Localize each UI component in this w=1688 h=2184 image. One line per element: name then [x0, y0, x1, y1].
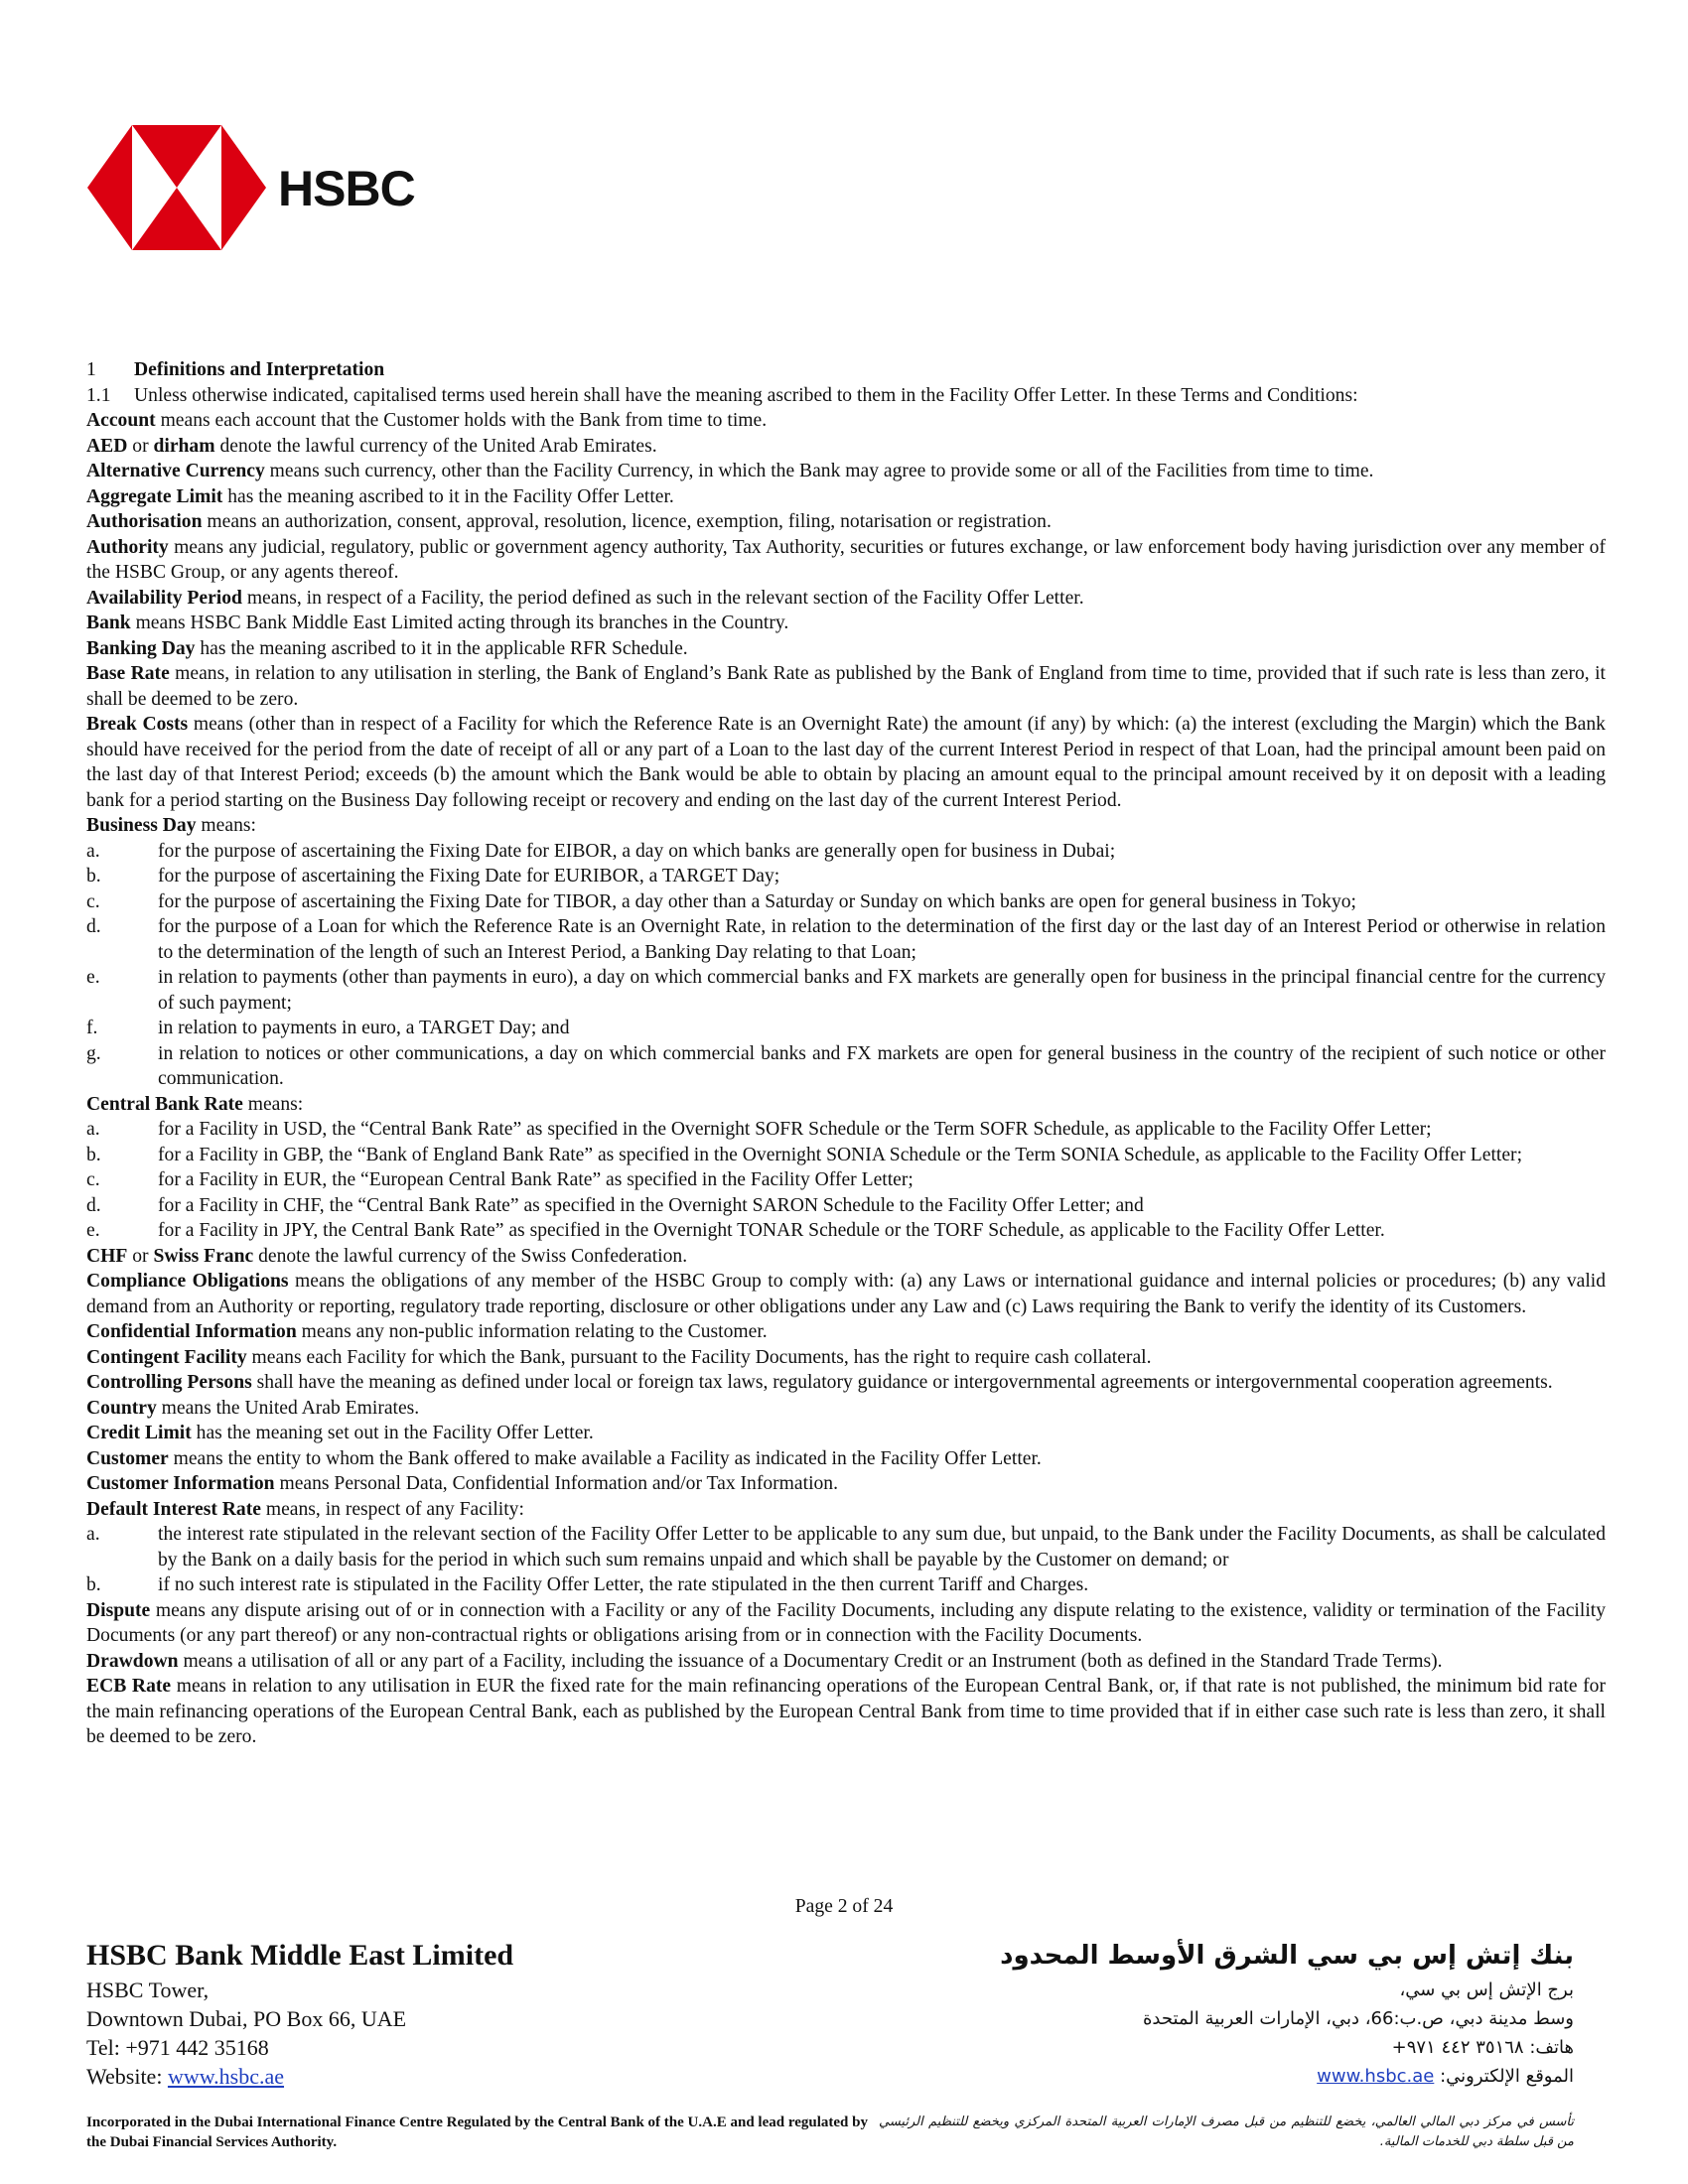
definition-text: denote the lawful currency of the United Arab Emirates. [214, 435, 657, 457]
definition-text: means any dispute arising out of or in connection with a Facility or any of the Facility Documents, including any dispute relating to the existence, validity or termination of the Facility Documents (or any part thereof) or any non-contractual rights or obligations arising from or in connection with the Facility Documents. [86, 1599, 1606, 1646]
definition-text: means, in respect of a Facility, the period defined as such in the relevant section of the Facility Offer Letter. [241, 587, 1084, 609]
definition-entry [86, 459, 1606, 484]
definition-entry [86, 1497, 1606, 1523]
website-label-ar: الموقع الإلكتروني: [1434, 2066, 1574, 2087]
regulatory-notice: Incorporated in the Dubai International Finance Centre Regulated by the Central Bank of the U.A.E and lead regulated by the Dubai Financial Services Authority. [86, 2115, 868, 2150]
definition-text: means each Facility for which the Bank, pursuant to the Facility Documents, has the right to require cash collateral. [246, 1346, 1152, 1368]
definition-text: denote the lawful currency of the Swiss Confederation. [253, 1245, 688, 1267]
list-item-text: in relation to payments (other than payments in euro), a day on which commercial banks and FX markets are generally open for business in the principal financial centre for the currency of such payment; [158, 967, 1606, 1014]
definition-text: means in relation to any utilisation in EUR the fixed rate for the main refinancing operations of the European Central Bank, or, if that rate is not published, the minimum bid rate for the main refinancing operations of the European Central Bank, each as published by the European Central Bank from time to time provided that if in either case such rate is less than zero, it shall be deemed to be zero. [86, 1676, 1606, 1747]
definition-entry [86, 1396, 1606, 1422]
list-marker: b. [86, 866, 101, 887]
list-item-text: for the purpose of a Loan for which the Reference Rate is an Overnight Rate, in relation to the determination of the first day or the last day of an Interest Period or otherwise in relation to the determination of the length of such an Interest Period, a Banking Day relating to that Loan; [158, 916, 1606, 963]
footer-arabic [1000, 1936, 1574, 2091]
defined-term: Central Bank Rate [86, 1093, 243, 1115]
list-marker: c. [86, 890, 100, 912]
definition-entry [86, 1244, 1606, 1270]
defined-term: Drawdown [86, 1650, 179, 1672]
definition-text: means HSBC Bank Middle East Limited acting through its branches in the Country. [130, 613, 789, 633]
definition-entry [86, 813, 1606, 839]
definition-text: means: [196, 815, 256, 836]
list-item [86, 1016, 1606, 1041]
definition-text: means a utilisation of all or any part of a Facility, including the issuance of a Documentary Credit or an Instrument (both as defined in the Standard Trade Terms). [178, 1650, 1443, 1672]
definition-entry [86, 1319, 1606, 1345]
list-item-text: if no such interest rate is stipulated in the Facility Offer Letter, the rate stipulated in the then current Tariff and Charges. [158, 1574, 1089, 1595]
list-item [86, 1572, 1606, 1598]
definition-entry [86, 661, 1606, 712]
definition-entry [86, 1370, 1606, 1396]
definition-text: means: [242, 1093, 304, 1115]
definition-text: means the obligations of any member of the HSBC Group to comply with: (a) any Laws or international guidance and internal policies or procedures; (b) any valid demand from an Authority or reporting, regulatory trade reporting, disclosure or other obligations under any Law and (c) Laws requiring the Bank to verify the identity of its Customers. [86, 1271, 1607, 1317]
definition-entry [86, 1269, 1606, 1319]
website-link[interactable]: www.hsbc.ae [167, 2064, 285, 2089]
defined-term: ECB Rate [86, 1676, 172, 1697]
definition-entry [86, 484, 1606, 510]
definition-entry [86, 434, 1606, 460]
website-label: Website: [86, 2064, 168, 2089]
definition-text: means each account that the Customer holds with the Bank from time to time. [155, 410, 768, 431]
definition-text: means any non-public information relating to the Customer. [296, 1321, 768, 1342]
hsbc-hexagon-logo [87, 125, 266, 250]
defined-term: Banking Day [86, 637, 196, 659]
defined-term: Aggregate Limit [86, 485, 223, 507]
footer-address-line-ar: برج الإتش إس بي سي، [1399, 1979, 1574, 2000]
term-connector: or [127, 435, 154, 457]
list-item-text: for a Facility in EUR, the “European Central Bank Rate” as specified in the Facility Offer Letter; [158, 1169, 914, 1190]
list-item-text: for a Facility in CHF, the “Central Bank Rate” as specified in the Overnight SARON Schedule to the Facility Offer Letter; and [158, 1194, 1144, 1216]
list-marker: b. [86, 1574, 101, 1595]
defined-term: Alternative Currency [86, 461, 265, 481]
defined-term: Authorisation [86, 511, 203, 532]
list-item [86, 914, 1606, 965]
list-item [86, 1167, 1606, 1193]
definition-text: has the meaning set out in the Facility Offer Letter. [191, 1423, 594, 1443]
section-number: 1 [86, 359, 96, 380]
list-item [86, 889, 1606, 915]
definition-entry [86, 1598, 1606, 1649]
list-item [86, 1041, 1606, 1092]
definition-entry [86, 636, 1606, 662]
definition-entry [86, 611, 1606, 636]
section-heading [86, 357, 1606, 383]
list-item [86, 1117, 1606, 1143]
defined-term: dirham [153, 435, 215, 457]
list-item-text: in relation to notices or other communications, a day on which commercial banks and FX markets are open for general business in the country of the recipient of such notice or other communication. [158, 1042, 1606, 1089]
clause-number: 1.1 [86, 384, 111, 406]
defined-term: Authority [86, 536, 169, 558]
list-marker: a. [86, 840, 100, 862]
footer-address-line-ar: وسط مدينة دبي، ص.ب:66، دبي، الإمارات العربية المتحدة [1142, 2008, 1574, 2029]
defined-term: Account [86, 410, 156, 431]
definition-entry [86, 509, 1606, 535]
defined-term: Default Interest Rate [86, 1498, 261, 1520]
definition-text: means any judicial, regulatory, public or government agency authority, Tax Authority, securities or futures exchange, or law enforcement body having jurisdiction over any member of the HSBC Group, or any agents thereof. [86, 536, 1606, 583]
list-item-text: for the purpose of ascertaining the Fixing Date for EIBOR, a day on which banks are generally open for business in Dubai; [158, 840, 1116, 862]
website-link-ar[interactable]: www.hsbc.ae [1317, 2066, 1435, 2087]
clause-text: Unless otherwise indicated, capitalised terms used herein shall have the meaning ascribed to them in the Facility Offer Letter. In these Terms and Conditions: [134, 384, 1358, 406]
defined-term: Break Costs [86, 714, 189, 735]
footer-company-name: HSBC Bank Middle East Limited [86, 1939, 514, 1972]
definition-entry [86, 1421, 1606, 1446]
footer-address-line: Downtown Dubai, PO Box 66, UAE [86, 2006, 407, 2031]
footer-english [86, 1936, 513, 2091]
footer-website-line [86, 2062, 513, 2091]
list-item [86, 1193, 1606, 1219]
defined-term: Compliance Obligations [86, 1271, 289, 1292]
definition-entry [86, 586, 1606, 612]
list-marker: c. [86, 1169, 100, 1190]
list-item-text: for a Facility in GBP, the “Bank of England Bank Rate” as specified in the Overnight SONIA Schedule or the Term SONIA Schedule, as applicable to the Facility Offer Letter; [158, 1144, 1523, 1165]
definition-entry [86, 1446, 1606, 1472]
definition-text: shall have the meaning as defined under local or foreign tax laws, regulatory guidance or intergovernmental agreements or intergovernmental cooperation agreements. [251, 1372, 1553, 1393]
list-marker: d. [86, 916, 101, 937]
footer-phone: Tel: +971 442 35168 [86, 2035, 269, 2060]
list-item-text: for a Facility in JPY, the Central Bank Rate” as specified in the Overnight TONAR Schedule or the TORF Schedule, as applicable to the Facility Offer Letter. [158, 1220, 1385, 1241]
clause-intro [86, 383, 1606, 409]
defined-term: Swiss Franc [153, 1245, 254, 1267]
defined-term: Customer [86, 1447, 169, 1469]
footer-website-line-ar [1000, 2062, 1574, 2091]
definition-text: means (other than in respect of a Facility for which the Reference Rate is an Overnight Rate) the amount (if any) by which: (a) the interest (excluding the Margin) which the Bank should have received for the period from the date of receipt of all or any part of a Loan to the last day of the current Interest Period in respect of that Loan, had the principal amount been paid on the last day of that Interest Period; exceeds (b) the amount which the Bank would be able to obtain by placing an amount equal to the principal amount received by it on deposit with a leading bank for a period starting on the Business Day following receipt or recovery and ending on the last day of the current Interest Period. [86, 714, 1606, 811]
list-marker: e. [86, 967, 100, 988]
list-item [86, 1143, 1606, 1168]
definition-entry [86, 1345, 1606, 1371]
list-marker: a. [86, 1119, 100, 1140]
list-item-text: for the purpose of ascertaining the Fixing Date for TIBOR, a day other than a Saturday or Sunday on which banks are open for general business in Tokyo; [158, 890, 1356, 912]
list-item [86, 864, 1606, 889]
section-title: Definitions and Interpretation [134, 359, 385, 380]
list-marker: a. [86, 1524, 100, 1545]
definition-text: means the United Arab Emirates. [156, 1397, 420, 1419]
list-item [86, 1218, 1606, 1244]
definition-text: means, in respect of any Facility: [260, 1498, 524, 1520]
list-item [86, 1522, 1606, 1572]
term-connector: or [127, 1245, 154, 1267]
definition-entry [86, 1674, 1606, 1750]
list-item-text: for the purpose of ascertaining the Fixing Date for EURIBOR, a TARGET Day; [158, 866, 780, 887]
defined-term: Business Day [86, 815, 197, 836]
page-number: Page 2 of 24 [794, 1896, 894, 1917]
footer-phone-ar: هاتف: ٣٥١٦٨ ٤٤٢ ٩٧١+ [1391, 2037, 1574, 2058]
definition-entry [86, 1649, 1606, 1675]
list-item-text: in relation to payments in euro, a TARGET Day; and [158, 1018, 570, 1038]
list-item [86, 965, 1606, 1016]
definition-entry [86, 408, 1606, 434]
list-marker: e. [86, 1220, 100, 1241]
definition-text: means Personal Data, Confidential Information and/or Tax Information. [274, 1473, 839, 1494]
definition-text: means the entity to whom the Bank offered to make available a Facility as indicated in the Facility Offer Letter. [168, 1447, 1042, 1469]
definition-text: means such currency, other than the Facility Currency, in which the Bank may agree to provide some or all of the Facilities from time to time. [264, 461, 1374, 481]
brand-wordmark: HSBC [278, 161, 415, 216]
defined-term: Availability Period [86, 587, 242, 609]
defined-term: Contingent Facility [86, 1346, 247, 1368]
defined-term: Dispute [86, 1599, 151, 1621]
footer-address-line: HSBC Tower, [86, 1978, 210, 2002]
defined-term: Credit Limit [86, 1423, 192, 1443]
defined-term: Controlling Persons [86, 1372, 252, 1393]
definition-text: has the meaning ascribed to it in the Facility Offer Letter. [222, 485, 674, 507]
definition-entry [86, 712, 1606, 813]
list-item-text: for a Facility in USD, the “Central Bank Rate” as specified in the Overnight SOFR Schedule or the Term SOFR Schedule, as applicable to the Facility Offer Letter; [158, 1119, 1432, 1140]
regulatory-notice-ar: تأسس في مركز دبي المالي العالمي، يخضع للتنظيم من قبل مصرف الإمارات العربية المتحدة المركزي ويخضع للتنظيم الرئيسي من قبل سلطة دبي للخدمات المالية. [879, 2115, 1574, 2149]
defined-term: Bank [86, 613, 131, 633]
defined-term: Base Rate [86, 663, 170, 684]
document-body [86, 357, 1606, 1750]
definition-entry [86, 535, 1606, 586]
defined-term: Confidential Information [86, 1321, 297, 1342]
definition-entry [86, 1092, 1606, 1118]
list-marker: g. [86, 1042, 101, 1064]
list-marker: f. [86, 1018, 98, 1038]
defined-term: Customer Information [86, 1473, 275, 1494]
defined-term: CHF [86, 1245, 128, 1267]
list-marker: b. [86, 1144, 101, 1165]
definitions-list [86, 408, 1606, 1750]
definition-text: means, in relation to any utilisation in sterling, the Bank of England’s Bank Rate as published by the Bank of England from time to time, provided that if such rate is less than zero, it shall be deemed to be zero. [86, 663, 1606, 710]
defined-term: Country [86, 1397, 157, 1419]
defined-term: AED [86, 435, 128, 457]
definition-text: means an authorization, consent, approval, resolution, licence, exemption, filing, notarisation or registration. [202, 511, 1052, 532]
footer-company-name-ar: بنك إتش إس بي سي الشرق الأوسط المحدود [1000, 1941, 1574, 1971]
list-item [86, 839, 1606, 865]
list-item-text: the interest rate stipulated in the relevant section of the Facility Offer Letter to be applicable to any sum due, but unpaid, to the Bank under the Facility Documents, as shall be calculated by the Bank on a daily basis for the period in which such sum remains unpaid and which shall be payable by the Customer on demand; or [158, 1524, 1606, 1570]
definition-text: has the meaning ascribed to it in the applicable RFR Schedule. [195, 637, 688, 659]
definition-entry [86, 1471, 1606, 1497]
list-marker: d. [86, 1194, 101, 1216]
